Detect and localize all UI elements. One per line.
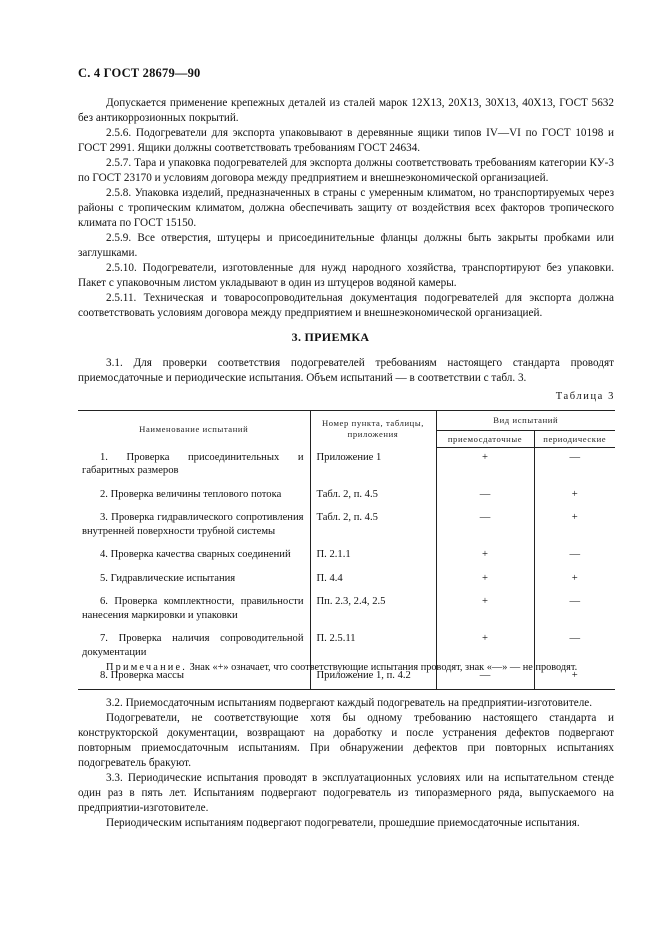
test-reference: Приложение 1, п. 4.2 bbox=[310, 666, 436, 689]
table-row bbox=[78, 545, 615, 569]
paragraph-3-1-block bbox=[78, 356, 614, 386]
header-test-kind: Вид испытаний bbox=[436, 411, 615, 431]
acceptance-mark: — bbox=[436, 666, 534, 689]
header-reference: Номер пункта, таблицы, приложения bbox=[310, 411, 436, 448]
acceptance-mark: + bbox=[436, 592, 534, 629]
periodic-mark: + bbox=[534, 508, 615, 545]
note-label: Примечание. bbox=[106, 662, 188, 673]
paragraph-2-5-11: 2.5.11. Техническая и товаросопроводительная документация подогревателей для экспорта должна соответствовать условиям договора между предприятием и внешнеэкономической организацией. bbox=[78, 292, 614, 319]
paragraph-3-2: 3.2. Приемосдаточным испытаниям подвергают каждый подогреватель на предприятии-изготовителе. bbox=[106, 697, 593, 709]
acceptance-mark: — bbox=[436, 485, 534, 509]
test-name: 1. Проверка присоединительных и габаритных размеров bbox=[82, 451, 304, 476]
test-reference: Табл. 2, п. 4.5 bbox=[310, 508, 436, 545]
note-text: Знак «+» означает, что соответствующие испытания проводят, знак «—» — не проводят. bbox=[189, 662, 578, 673]
table-row bbox=[78, 448, 615, 485]
paragraph: Допускается применение крепежных деталей из сталей марок 12Х13, 20Х13, 30Х13, 40Х13, ГОСТ 5632 без антикоррозионных покрытий. bbox=[78, 97, 614, 124]
test-name: 6. Проверка комплектности, правильности нанесения маркировки и упаковки bbox=[82, 596, 304, 621]
table-body bbox=[78, 448, 615, 690]
section-title: 3. ПРИЕМКА bbox=[291, 330, 370, 344]
test-reference: П. 2.5.11 bbox=[310, 629, 436, 666]
periodic-mark: + bbox=[534, 569, 615, 593]
paragraph-2-5-8: 2.5.8. Упаковка изделий, предназначенных в страны с умеренным климатом, но транспортируемых через районы с тропическим климатом, должна обеспечивать защиту от воздействия всех факторов тропического климата по ГОСТ 15150. bbox=[78, 187, 614, 229]
header-acceptance: приемосдаточные bbox=[436, 431, 534, 448]
paragraph-3-3: 3.3. Периодические испытания проводят в эксплуатационных условиях или на испытательном стенде один раз в пять лет. Испытаниям подвергают подогреватель из типоразмерного ряда, выпускаемого на предприятии-изготовителе. bbox=[78, 772, 614, 814]
test-name: 2. Проверка величины теплового потока bbox=[100, 488, 282, 500]
test-reference: Приложение 1 bbox=[310, 448, 436, 485]
paragraph-3-1: 3.1. Для проверки соответствия подогревателей требованиям настоящего стандарта проводят приемосдаточные и периодические испытания. Объем испытаний — в соответствии с табл. 3. bbox=[78, 357, 614, 384]
acceptance-mark: + bbox=[436, 448, 534, 485]
test-name: 8. Проверка массы bbox=[100, 670, 184, 681]
paragraph-2-5-7: 2.5.7. Тара и упаковка подогревателей для экспорта должны соответствовать требованиям категории КУ-3 по ГОСТ 23170 и условиям договора между предприятием и внешнеэкономической организацией. bbox=[78, 157, 614, 184]
test-reference: Табл. 2, п. 4.5 bbox=[310, 485, 436, 509]
test-name: 3. Проверка гидравлического сопротивления внутренней поверхности трубной системы bbox=[82, 512, 304, 537]
acceptance-mark: — bbox=[436, 508, 534, 545]
page-header: С. 4 ГОСТ 28679—90 bbox=[78, 66, 201, 80]
paragraph-2-5-6: 2.5.6. Подогреватели для экспорта упаковывают в деревянные ящики типов IV—VI по ГОСТ 10198 и ГОСТ 2991. Ящики должны соответствовать требованиям ГОСТ 24634. bbox=[78, 127, 614, 154]
acceptance-mark: + bbox=[436, 545, 534, 569]
paragraph: Подогреватели, не соответствующие хотя бы одному требованию настоящего стандарта и конструкторской документации, возвращают на доработку и после устранения дефектов подвергают повторным приемосдаточным испытаниям. При обнаружении дефектов при повторных испытаниях подогреватель бракуют. bbox=[78, 712, 614, 769]
table-row bbox=[78, 592, 615, 629]
table-caption: Таблица 3 bbox=[555, 391, 615, 402]
table-row bbox=[78, 485, 615, 509]
periodic-mark: — bbox=[534, 448, 615, 485]
periodic-mark: — bbox=[534, 592, 615, 629]
test-reference: П. 4.4 bbox=[310, 569, 436, 593]
test-name: 4. Проверка качества сварных соединений bbox=[100, 549, 291, 560]
top-text-block bbox=[78, 96, 614, 321]
paragraph: Периодическим испытаниям подвергают подогреватели, прошедшие приемосдаточные испытания. bbox=[106, 817, 580, 829]
acceptance-mark: + bbox=[436, 629, 534, 666]
acceptance-mark: + bbox=[436, 569, 534, 593]
table-row bbox=[78, 569, 615, 593]
periodic-mark: + bbox=[534, 485, 615, 509]
table-row bbox=[78, 508, 615, 545]
periodic-mark: — bbox=[534, 545, 615, 569]
header-test-name: Наименование испытаний bbox=[78, 411, 310, 448]
test-reference: Пп. 2.3, 2.4, 2.5 bbox=[310, 592, 436, 629]
paragraph-2-5-10: 2.5.10. Подогреватели, изготовленные для нужд народного хозяйства, транспортируют без упаковки. Пакет с упаковочным листом укладывают в один из штуцеров водяной камеры. bbox=[78, 262, 614, 289]
test-name: 5. Гидравлические испытания bbox=[100, 572, 236, 584]
tests-table bbox=[78, 410, 615, 690]
test-reference: П. 2.1.1 bbox=[310, 545, 436, 569]
periodic-mark: + bbox=[534, 666, 615, 689]
bottom-text-block bbox=[78, 696, 614, 831]
table-note bbox=[78, 660, 614, 675]
periodic-mark: — bbox=[534, 629, 615, 666]
header-periodic: периодические bbox=[534, 431, 615, 448]
paragraph-2-5-9: 2.5.9. Все отверстия, штуцеры и присоединительные фланцы должны быть закрыты пробками или заглушками. bbox=[78, 232, 614, 259]
test-name: 7. Проверка наличия сопроводительной документации bbox=[82, 633, 304, 658]
